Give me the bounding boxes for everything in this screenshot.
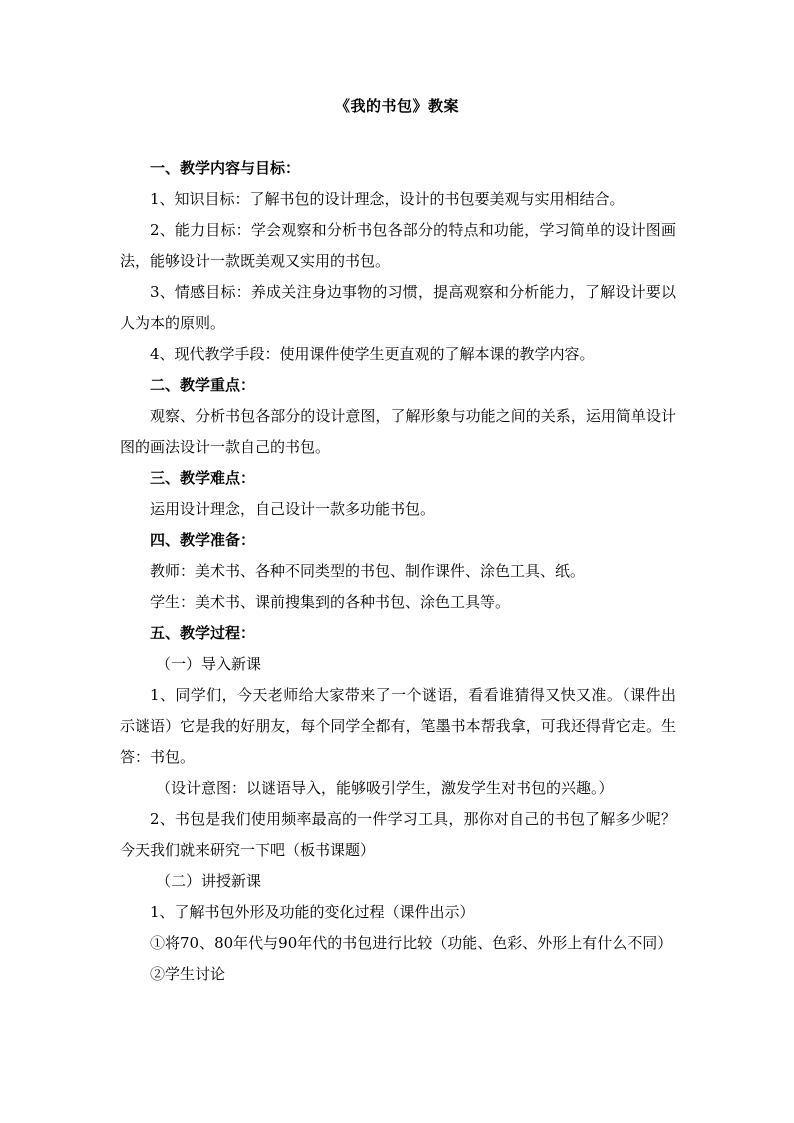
subheading-introduction: （一）导入新课 [156,655,262,673]
paragraph-knowledge-goal: 1、知识目标：了解书包的设计理念，设计的书包要美观与实用相结合。 [150,190,625,208]
paragraph-compare-eras: ①将70、80年代与90年代的书包进行比较（功能、色彩、外形上有什么不同） [150,934,673,952]
paragraph-student-prep: 学生：美术书、课前搜集到的各种书包、涂色工具等。 [150,593,511,611]
paragraph-teacher-prep: 教师：美术书、各种不同类型的书包、制作课件、涂色工具、纸。 [150,562,586,580]
paragraph-appearance-change: 1、了解书包外形及功能的变化过程（课件出示） [150,903,475,921]
paragraph-schoolbag-usage: 2、书包是我们使用频率最高的一件学习工具，那你对自己的书包了解多少呢？今天我们就来研究一下吧（板书课题） [120,810,676,859]
paragraph-riddle: 1、同学们，今天老师给大家带来了一个谜语，看看谁猜得又快又准。（课件出示谜语）它是我的好朋友，每个同学全都有，笔墨书本帮我拿，可我还得背它走。生答：书包。 [120,686,676,766]
section-heading-process: 五、教学过程： [150,624,256,642]
document-title: 《我的书包》教案 [334,97,459,115]
paragraph-emotion-goal: 3、情感目标：养成关注身边事物的习惯，提高观察和分析能力，了解设计要以人为本的原则。 [120,283,676,332]
paragraph-teaching-means: 4、现代教学手段：使用课件使学生更直观的了解本课的教学内容。 [150,345,595,363]
paragraph-difficulties: 运用设计理念，自己设计一款多功能书包。 [150,500,436,518]
paragraph-discussion: ②学生讨论 [150,965,226,983]
document-body [120,153,676,990]
subheading-new-lesson: （二）讲授新课 [156,872,262,890]
paragraph-ability-goal: 2、能力目标：学会观察和分析书包各部分的特点和功能，学习简单的设计图画法，能够设计一款既美观又实用的书包。 [120,221,676,270]
section-heading-difficulties: 三、教学难点： [150,469,256,487]
section-heading-key-points: 二、教学重点： [150,376,256,394]
paragraph-key-points: 观察、分析书包各部分的设计意图，了解形象与功能之间的关系，运用简单设计图的画法设计一款自己的书包。 [120,407,676,456]
paragraph-design-intent: （设计意图：以谜语导入，能够吸引学生，激发学生对书包的兴趣。） [156,779,614,797]
section-heading-content-goals: 一、教学内容与目标： [150,159,301,177]
section-heading-preparation: 四、教学准备： [150,531,256,549]
